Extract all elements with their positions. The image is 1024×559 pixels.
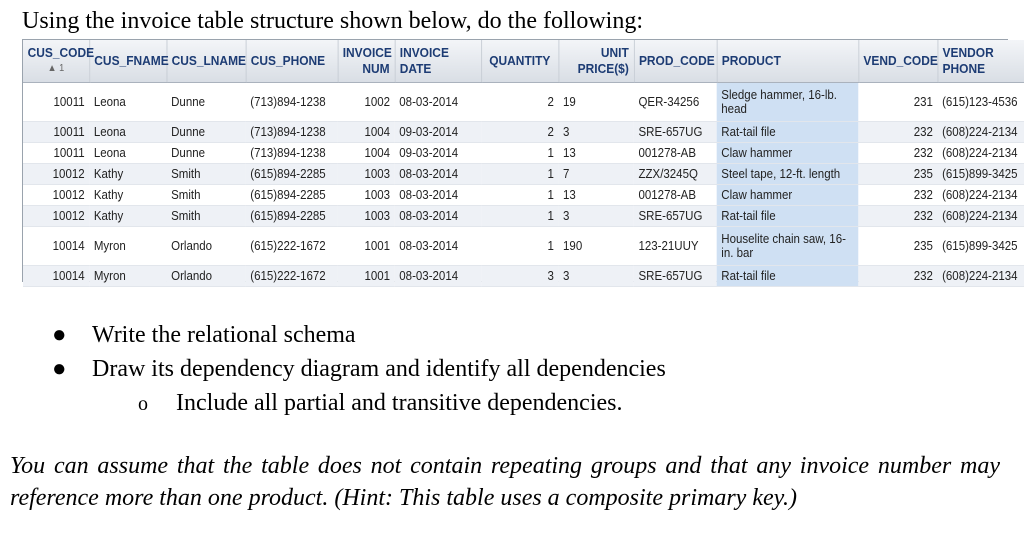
assumption-note: You can assume that the table does not contain repeating groups and that any invoice number may reference more than one product. (Hint: This table uses a composite primary key.): [10, 453, 1000, 511]
cell-unit-price: 7: [558, 164, 633, 185]
cell-cus-code: 10014: [23, 227, 89, 266]
table-row: [23, 83, 1024, 122]
cell-cus-lname: Dunne: [167, 83, 246, 122]
header-quantity[interactable]: QUANTITY: [481, 40, 558, 83]
cell-cus-phone: (615)894-2285: [246, 206, 338, 227]
cell-cus-phone: (615)894-2285: [246, 185, 338, 206]
table-header-row: [23, 40, 1024, 83]
cell-invoice-num: 1003: [338, 206, 395, 227]
hollow-bullet-icon: o: [138, 393, 148, 415]
cell-cus-phone: (713)894-1238: [246, 122, 338, 143]
cell-vend-code: 231: [858, 83, 937, 122]
cell-cus-lname: Smith: [167, 164, 246, 185]
header-cus-phone[interactable]: CUS_PHONE: [246, 40, 338, 83]
header-cus-fname[interactable]: CUS_FNAME: [89, 40, 166, 83]
cell-cus-fname: Myron: [89, 266, 166, 287]
table-row: [23, 227, 1024, 266]
cell-unit-price: 3: [558, 206, 633, 227]
cell-prod-code: SRE-657UG: [634, 266, 717, 287]
cell-invoice-num: 1001: [338, 227, 395, 266]
cell-unit-price: 190: [558, 227, 633, 266]
cell-product: Rat-tail file: [717, 122, 859, 143]
cell-product: Rat-tail file: [717, 206, 859, 227]
cell-prod-code: 001278-AB: [634, 143, 717, 164]
header-label: CUS_CODE: [27, 45, 95, 60]
header-cus-code[interactable]: [23, 40, 95, 83]
cell-unit-price: 3: [558, 122, 633, 143]
cell-cus-code: 10012: [23, 185, 89, 206]
cell-prod-code: 001278-AB: [634, 185, 717, 206]
cell-invoice-date: 09-03-2014: [395, 143, 481, 164]
cell-invoice-date: 08-03-2014: [395, 185, 481, 206]
cell-vend-code: 232: [858, 185, 937, 206]
cell-product: Rat-tail file: [717, 266, 859, 287]
task-text: Draw its dependency diagram and identify all dependencies: [92, 356, 666, 382]
cell-cus-fname: Leona: [89, 122, 166, 143]
cell-cus-phone: (713)894-1238: [246, 143, 338, 164]
cell-cus-lname: Smith: [167, 206, 246, 227]
cell-invoice-num: 1004: [338, 143, 395, 164]
cell-unit-price: 3: [558, 266, 633, 287]
cell-cus-phone: (615)222-1672: [246, 227, 338, 266]
cell-cus-lname: Dunne: [167, 143, 246, 164]
cell-quantity: 1: [481, 206, 558, 227]
cell-invoice-num: 1004: [338, 122, 395, 143]
cell-quantity: 1: [481, 185, 558, 206]
cell-invoice-num: 1002: [338, 83, 395, 122]
cell-invoice-date: 08-03-2014: [395, 206, 481, 227]
cell-quantity: 2: [481, 83, 558, 122]
sub-task-text: Include all partial and transitive dependencies.: [176, 390, 623, 416]
cell-prod-code: SRE-657UG: [634, 122, 717, 143]
table-row: [23, 185, 1024, 206]
cell-prod-code: SRE-657UG: [634, 206, 717, 227]
header-vendor-phone[interactable]: VENDOR PHONE: [937, 40, 1024, 83]
cell-invoice-num: 1003: [338, 164, 395, 185]
cell-vendor-phone: (615)899-3425: [937, 227, 1024, 266]
bullet-icon: ●: [52, 322, 67, 348]
table-row: [23, 143, 1024, 164]
cell-cus-lname: Orlando: [167, 227, 246, 266]
bullet-icon: ●: [52, 356, 67, 382]
header-prod-code[interactable]: PROD_CODE: [634, 40, 717, 83]
cell-prod-code: 123-21UUY: [634, 227, 717, 266]
cell-quantity: 1: [481, 143, 558, 164]
cell-product: Steel tape, 12-ft. length: [717, 164, 859, 185]
task-item: [52, 352, 666, 386]
task-item: [52, 318, 666, 352]
sort-ascending-icon[interactable]: ▲ 1: [47, 63, 65, 74]
cell-cus-phone: (713)894-1238: [246, 83, 338, 122]
cell-cus-code: 10012: [23, 164, 89, 185]
cell-vend-code: 232: [858, 206, 937, 227]
cell-vend-code: 232: [858, 143, 937, 164]
cell-vend-code: 235: [858, 164, 937, 185]
invoice-table-frame: [22, 39, 1018, 283]
header-invoice-date[interactable]: INVOICE DATE: [395, 40, 481, 83]
table-row: [23, 206, 1024, 227]
cell-cus-fname: Kathy: [89, 185, 166, 206]
cell-quantity: 3: [481, 266, 558, 287]
instruction-heading: Using the invoice table structure shown below, do the following:: [22, 8, 643, 34]
cell-cus-code: 10012: [23, 206, 89, 227]
cell-vend-code: 232: [858, 122, 937, 143]
cell-vendor-phone: (608)224-2134: [937, 206, 1024, 227]
header-vend-code[interactable]: VEND_CODE: [858, 40, 937, 83]
cell-vend-code: 235: [858, 227, 937, 266]
cell-cus-fname: Myron: [89, 227, 166, 266]
cell-prod-code: ZZX/3245Q: [634, 164, 717, 185]
table-row: [23, 122, 1024, 143]
invoice-table: [23, 40, 1024, 287]
cell-cus-phone: (615)894-2285: [246, 164, 338, 185]
cell-cus-code: 10011: [23, 122, 89, 143]
header-product[interactable]: PRODUCT: [717, 40, 859, 83]
cell-vendor-phone: (608)224-2134: [937, 143, 1024, 164]
header-unit-price[interactable]: UNIT PRICE($): [558, 40, 633, 83]
cell-cus-code: 10014: [23, 266, 89, 287]
cell-vendor-phone: (608)224-2134: [937, 266, 1024, 287]
cell-prod-code: QER-34256: [634, 83, 717, 122]
cell-product: Houselite chain saw, 16-in. bar: [717, 227, 859, 266]
cell-invoice-date: 08-03-2014: [395, 227, 481, 266]
header-cus-lname[interactable]: CUS_LNAME: [167, 40, 246, 83]
cell-quantity: 2: [481, 122, 558, 143]
cell-invoice-date: 08-03-2014: [395, 83, 481, 122]
cell-quantity: 1: [481, 164, 558, 185]
header-invoice-num[interactable]: INVOICE NUM: [338, 40, 395, 83]
task-text: Write the relational schema: [92, 322, 356, 348]
cell-quantity: 1: [481, 227, 558, 266]
cell-invoice-date: 08-03-2014: [395, 164, 481, 185]
cell-cus-lname: Orlando: [167, 266, 246, 287]
table-row: [23, 164, 1024, 185]
table-row: [23, 266, 1024, 287]
cell-unit-price: 13: [558, 185, 633, 206]
cell-invoice-num: 1003: [338, 185, 395, 206]
cell-product: Claw hammer: [717, 185, 859, 206]
task-list: [52, 318, 666, 386]
cell-cus-lname: Smith: [167, 185, 246, 206]
cell-invoice-num: 1001: [338, 266, 395, 287]
cell-cus-fname: Leona: [89, 143, 166, 164]
cell-vendor-phone: (615)899-3425: [937, 164, 1024, 185]
cell-cus-fname: Leona: [89, 83, 166, 122]
cell-unit-price: 13: [558, 143, 633, 164]
cell-vendor-phone: (615)123-4536: [937, 83, 1024, 122]
cell-cus-code: 10011: [23, 143, 89, 164]
cell-cus-phone: (615)222-1672: [246, 266, 338, 287]
cell-vendor-phone: (608)224-2134: [937, 185, 1024, 206]
cell-cus-code: 10011: [23, 83, 89, 122]
cell-product: Claw hammer: [717, 143, 859, 164]
cell-cus-fname: Kathy: [89, 164, 166, 185]
cell-vendor-phone: (608)224-2134: [937, 122, 1024, 143]
cell-invoice-date: 09-03-2014: [395, 122, 481, 143]
cell-product: Sledge hammer, 16-lb. head: [717, 83, 859, 122]
cell-unit-price: 19: [558, 83, 633, 122]
sub-task-item: [138, 386, 622, 421]
cell-cus-fname: Kathy: [89, 206, 166, 227]
cell-vend-code: 232: [858, 266, 937, 287]
cell-cus-lname: Dunne: [167, 122, 246, 143]
cell-invoice-date: 08-03-2014: [395, 266, 481, 287]
